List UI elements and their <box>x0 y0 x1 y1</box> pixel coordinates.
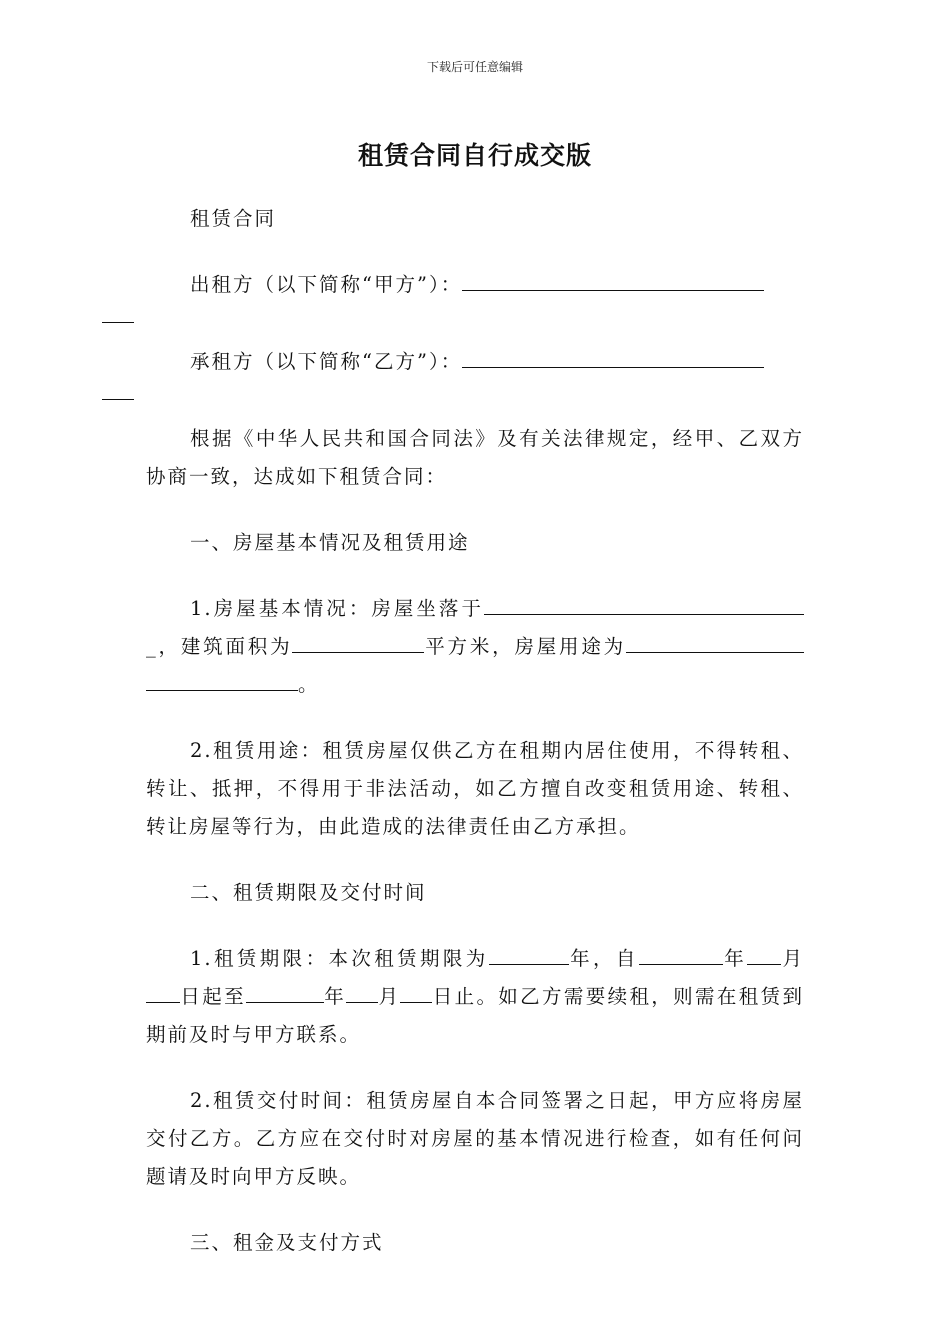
s2-1-text-f: 年 <box>323 985 347 1008</box>
address-blank <box>484 594 804 615</box>
section-1-item-1 <box>146 590 804 704</box>
s1-1-text-a: 1.房屋基本情况：房屋坐落于 <box>190 597 484 620</box>
header-note: 下载后可任意编辑 <box>426 60 523 74</box>
section-2-item-2: 2.租赁交付时间：租赁房屋自本合同签署之日起，甲方应将房屋交付乙方。乙方应在交付时对房屋的基本情况进行检查，如有任何问题请及时向甲方反映。 <box>146 1089 804 1188</box>
section-1-item-2: 2.租赁用途：租赁房屋仅供乙方在租期内居住使用，不得转租、转让、抵押，不得用于非法活动，如乙方擅自改变租赁用途、转租、转让房屋等行为，由此造成的法律责任由乙方承担。 <box>146 739 804 838</box>
lessor-line <box>146 266 804 323</box>
lessee-blank-continued <box>102 381 134 400</box>
area-blank <box>292 632 424 653</box>
s1-1-text-c: 平方米，房屋用途为 <box>424 635 626 658</box>
s2-1-text-c: 年 <box>722 947 748 970</box>
section-3-heading: 三、租金及支付方式 <box>190 1231 384 1254</box>
lessor-blank <box>462 270 764 291</box>
s1-1-text-d: 。 <box>298 673 320 696</box>
document-body <box>146 200 804 1290</box>
usage-blank-continued <box>146 670 298 691</box>
start-month-blank <box>747 944 781 965</box>
usage-blank <box>626 632 804 653</box>
s2-1-text-d: 月 <box>781 947 804 970</box>
s2-1-text-a: 1.租赁期限：本次租赁期限为 <box>190 947 489 970</box>
end-month-blank <box>346 982 378 1003</box>
contract-heading: 租赁合同 <box>190 207 277 230</box>
s2-1-text-e: 日起至 <box>180 985 246 1008</box>
section-2-item-1 <box>146 940 804 1054</box>
end-day-blank <box>400 982 432 1003</box>
section-2-heading: 二、租赁期限及交付时间 <box>190 881 427 904</box>
lessor-blank-continued <box>102 304 134 323</box>
lessee-blank <box>462 347 764 368</box>
s2-1-text-b: 年，自 <box>568 947 639 970</box>
preamble-paragraph: 根据《中华人民共和国合同法》及有关法律规定，经甲、乙双方协商一致，达成如下租赁合同： <box>146 427 804 488</box>
s2-1-text-h: 日止。如乙方需要续租，则需在租赁到期前及时与甲方联系。 <box>146 985 804 1046</box>
end-year-blank <box>246 982 324 1003</box>
lessee-label: 承租方（以下简称“乙方”）： <box>190 350 463 373</box>
start-day-blank <box>146 982 180 1003</box>
start-year-blank <box>639 944 723 965</box>
lessee-line <box>146 343 804 400</box>
s2-1-text-g: 月 <box>378 985 401 1008</box>
page-title: 租赁合同自行成交版 <box>357 141 592 170</box>
s1-1-text-b: _，建筑面积为 <box>146 635 293 658</box>
term-years-blank <box>489 944 569 965</box>
lessor-label: 出租方（以下简称“甲方”）： <box>190 273 463 296</box>
section-1-heading: 一、房屋基本情况及租赁用途 <box>190 531 470 554</box>
